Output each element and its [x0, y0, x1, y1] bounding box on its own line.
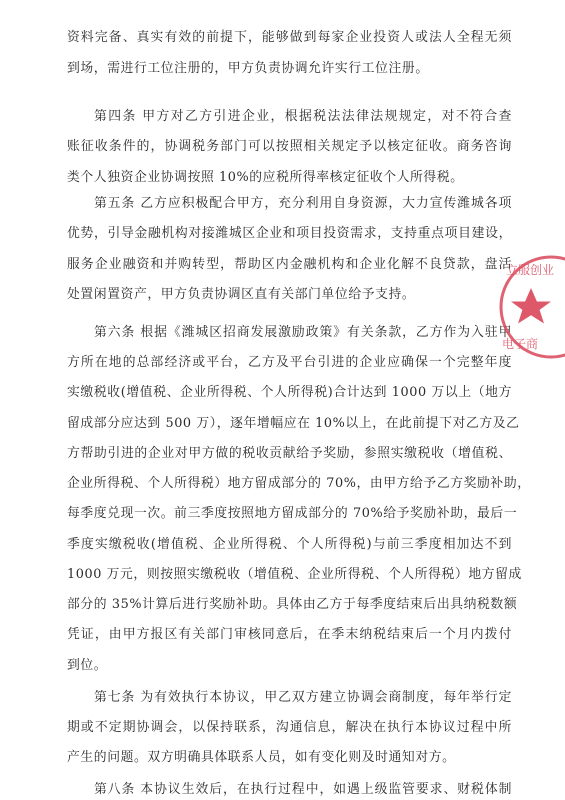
text-line: 第四条 甲方对乙方引进企业，根据税法法律法规规定，对不符合查: [94, 109, 512, 124]
seal-text-bottom: 电子商: [502, 337, 539, 351]
text-line: 部分的 35%计算后进行奖励补助。具体由乙方于每季度结束后出具纳税数额: [67, 597, 518, 612]
text-line: 服务企业融资和并购转型，帮助区内金融机构和企业化解不良贷款，盘活: [67, 257, 512, 272]
text-line: 实缴税收(增值税、企业所得税、个人所得税)合计达到 1000 万以上（地方: [67, 385, 512, 400]
text-line: 到位。: [67, 658, 108, 673]
text-line: 企业所得税、个人所得税）地方留成部分的 70%，由甲方给予乙方奖励补助，: [67, 476, 531, 491]
text-line: 第七条 为有效执行本协议，甲乙双方建立协调会商制度，每年举行定: [94, 690, 512, 705]
text-line: 优势，引导金融机构对接潍城区企业和项目投资需求，支持重点项目建设，: [67, 226, 512, 241]
text-line: 第六条 根据《潍城区招商发展激励政策》有关条款，乙方作为入驻甲: [94, 325, 512, 340]
text-line: 资料完备、真实有效的前提下，能够做到每家企业投资人或法人全程无须: [67, 30, 512, 45]
text-line: 凭证，由甲方报区有关部门审核同意后，在季末纳税结束后一个月内拨付: [67, 627, 512, 642]
company-seal: [496, 252, 565, 362]
text-line: 处置闲置资产，甲方负责协调区直有关部门单位给予支持。: [67, 287, 416, 302]
text-line: 方所在地的总部经济或平台，乙方及平台引进的企业应确保一个完整年度: [67, 355, 512, 370]
text-line: 每季度兑现一次。前三季度按照地方留成部分的 70%给予奖励补助，最后一: [67, 506, 518, 521]
text-line: 到场，需进行工位注册的，甲方负责协调允许实行工位注册。: [67, 61, 429, 76]
text-line: 1000 万元，则按照实缴税收（增值税、企业所得税、个人所得税）地方留成: [67, 567, 522, 582]
seal-graphic: [496, 252, 565, 362]
seal-text-top: 立服创业: [506, 263, 555, 277]
text-line: 第五条 乙方应积极配合甲方，充分利用自身资源，大力宣传潍城各项: [94, 196, 512, 211]
text-line: 账征收条件的，协调税务部门可以按照相关规定予以核定征收。商务咨询: [67, 139, 512, 154]
text-line: 第八条 本协议生效后，在执行过程中，如遇上级监管要求、财税体制: [94, 782, 512, 797]
star-icon: [511, 288, 551, 324]
text-line: 季度实缴税收(增值税、企业所得税、个人所得税)与前三季度相加达不到: [67, 537, 512, 552]
text-line: 类个人独资企业协调按照 10%的应税所得率核定征收个人所得税。: [67, 170, 464, 185]
text-line: 期或不定期协调会，以保持联系，沟通信息，解决在执行本协议过程中所: [67, 720, 512, 735]
text-line: 产生的问题。双方明确具体联系人员，如有变化则及时通知对方。: [67, 750, 456, 765]
text-line: 方帮助引进的企业对甲方做的税收贡献给予奖励，参照实缴税收（增值税、: [67, 446, 512, 461]
text-line: 留成部分应达到 500 万），逐年增幅应在 10%以上，在此前提下对乙方及乙: [67, 416, 520, 431]
